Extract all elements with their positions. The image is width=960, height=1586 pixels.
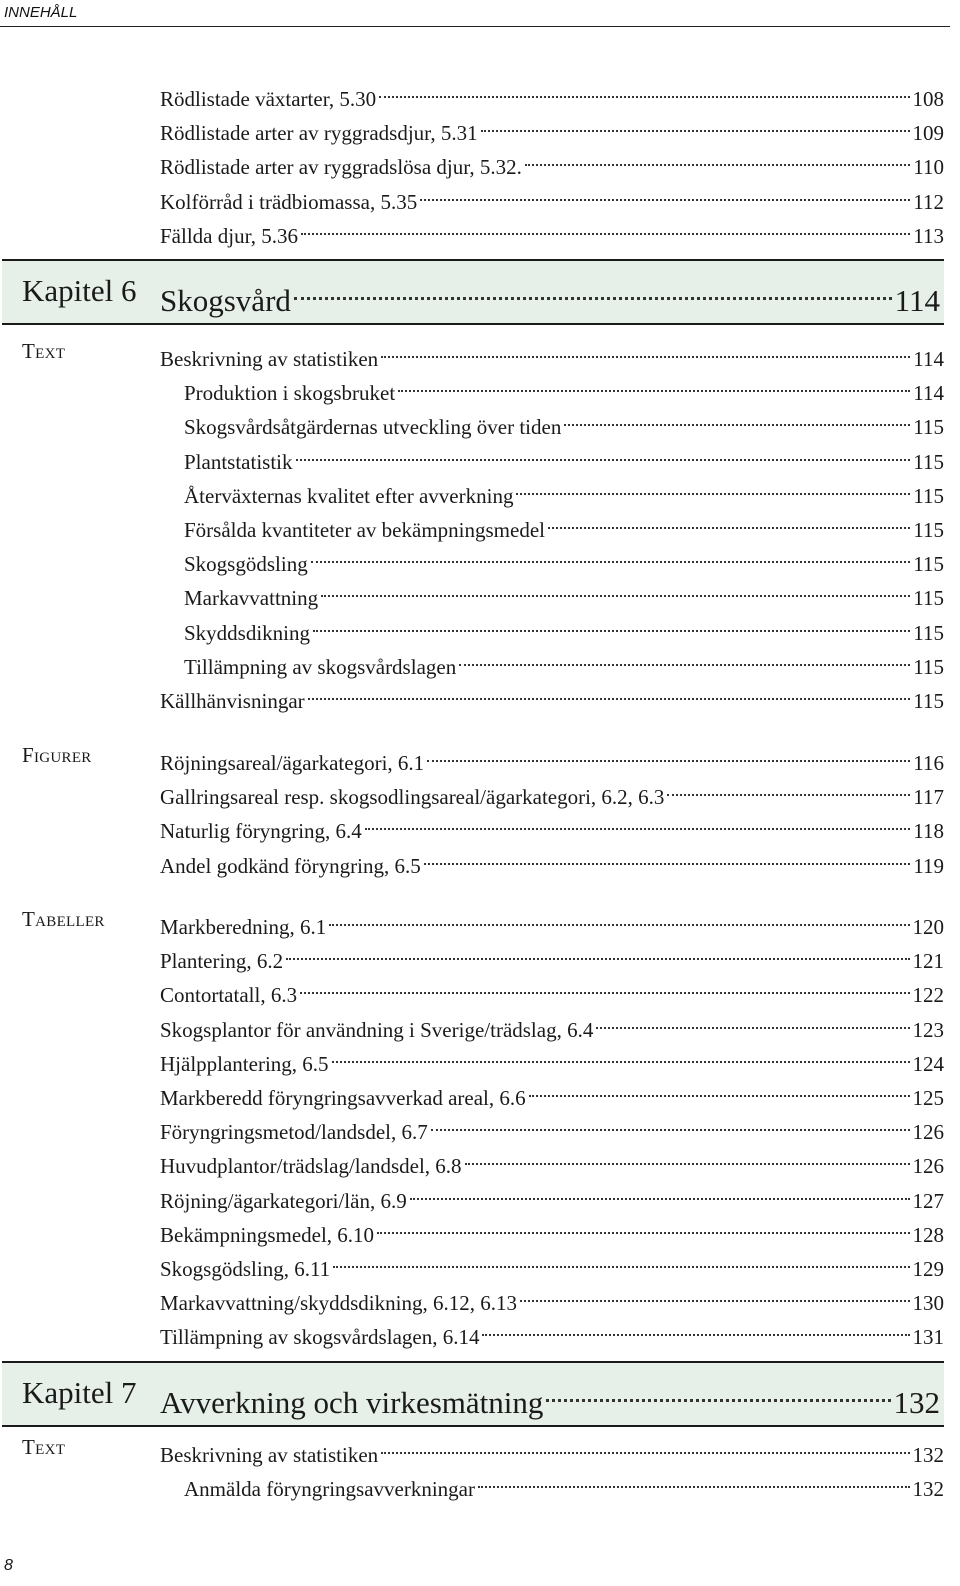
entry-title: Rödlistade växtarter, 5.30: [160, 87, 377, 111]
entry-title: Försålda kvantiteter av bekämpningsmedel: [184, 518, 545, 542]
toc-entry: [184, 541, 944, 577]
dot-leader: [296, 439, 911, 469]
dot-leader: [313, 610, 910, 640]
entry-page-number: 126: [912, 1154, 944, 1179]
section-label-figures: Figurer: [22, 743, 92, 767]
toc-entry: [160, 1178, 944, 1213]
toc-entry: [160, 843, 944, 878]
entry-page-number: 115: [913, 586, 944, 611]
entry-page-number: 115: [913, 415, 944, 440]
entry-page-number: 123: [912, 1017, 944, 1042]
entry-title: Kolförråd i trädbiomassa, 5.35: [160, 189, 418, 214]
toc-entry: [160, 808, 944, 844]
entry-page-number: 130: [912, 1291, 944, 1316]
entry-page-number: 114: [913, 381, 944, 406]
dot-leader: [301, 213, 910, 243]
dot-leader: [294, 271, 892, 311]
entry-page-number: 132: [912, 1443, 944, 1467]
toc-entry: [160, 1246, 944, 1281]
entry-title: Markavvattning/skyddsdikning, 6.12, 6.13: [160, 1291, 517, 1316]
entry-page-number: 129: [912, 1257, 944, 1281]
entry-title: Fällda djur, 5.36: [160, 223, 298, 248]
entry-title: Gallringsareal resp. skogsodlingsareal/ägarkategori, 6.2, 6.3: [160, 785, 665, 810]
chapter-page-number: 132: [893, 1385, 940, 1420]
entry-title: Huvudplantor/trädslag/landsdel, 6.8: [160, 1154, 462, 1179]
dot-leader: [365, 808, 910, 838]
entry-title: Återväxternas kvalitet efter avverkning: [184, 483, 514, 508]
entry-title: Källhänvisningar: [160, 689, 305, 713]
entry-page-number: 132: [912, 1477, 944, 1502]
entry-title: Tillämpning av skogsvårdslagen: [184, 654, 457, 679]
toc-entry: [160, 1212, 944, 1247]
toc-entry: [184, 507, 944, 542]
toc-entry: [160, 179, 944, 214]
entry-title: Tillämpning av skogsvårdslagen, 6.14: [160, 1325, 480, 1350]
entry-title: Röjning/ägarkategori/län, 6.9: [160, 1188, 407, 1213]
entry-title: Skogsplantor för användning i Sverige/trädslag, 6.4: [160, 1017, 594, 1042]
entry-title: Beskrivning av statistiken: [160, 347, 379, 371]
entry-title: Röjningsareal/ägarkategori, 6.1: [160, 751, 425, 775]
toc-entry: [160, 678, 944, 713]
entry-page-number: 115: [913, 654, 944, 679]
page-number: 8: [4, 1557, 13, 1574]
dot-leader: [667, 774, 910, 804]
entry-page-number: 115: [913, 552, 944, 577]
entry-title: Markberedd föryngringsavverkad areal, 6.6: [160, 1086, 526, 1110]
dot-leader: [481, 110, 910, 140]
dot-leader: [564, 404, 910, 434]
dot-leader: [377, 1212, 909, 1242]
entry-page-number: 115: [913, 518, 944, 542]
entry-title: Skyddsdikning: [184, 620, 311, 645]
toc-entry: [160, 774, 944, 810]
toc-entry: [160, 972, 944, 1008]
entry-page-number: 115: [913, 449, 944, 474]
dot-leader: [410, 1178, 910, 1208]
chapter-page-number: 114: [894, 283, 940, 318]
dot-leader: [546, 1373, 890, 1413]
toc-entry: [184, 473, 944, 508]
dot-leader: [596, 1007, 909, 1037]
entry-page-number: 115: [913, 620, 944, 645]
entry-page-number: 116: [913, 751, 944, 775]
toc-entry: [160, 1075, 944, 1110]
toc-entry: [184, 439, 944, 474]
entry-title: Rödlistade arter av ryggradslösa djur, 5.32.: [160, 155, 522, 180]
entry-title: Produktion i skogsbruket: [184, 381, 396, 406]
dot-leader: [333, 1246, 909, 1276]
dot-leader: [520, 1280, 910, 1310]
entry-title: Skogsgödsling, 6.11: [160, 1257, 331, 1281]
toc-entry: [184, 370, 944, 406]
dot-leader: [311, 541, 911, 571]
chapter-label: Kapitel 6: [22, 273, 137, 308]
entry-page-number: 120: [912, 915, 944, 939]
dot-leader: [381, 336, 910, 366]
toc-entry: [160, 938, 944, 974]
dot-leader: [516, 473, 910, 503]
entry-page-number: 114: [913, 347, 944, 371]
entry-title: Föryngringsmetod/landsdel, 6.7: [160, 1120, 428, 1145]
toc-entry: [184, 644, 944, 679]
section-label-text: Text: [22, 1435, 66, 1459]
dot-leader: [424, 843, 911, 873]
dot-leader: [482, 1314, 909, 1344]
toc-entry: [160, 1314, 944, 1350]
entry-title: Markavvattning: [184, 586, 319, 611]
entry-title: Bekämpningsmedel, 6.10: [160, 1222, 375, 1247]
dot-leader: [286, 938, 909, 968]
dot-leader: [321, 575, 910, 605]
toc-entry: [160, 904, 944, 939]
dot-leader: [427, 740, 910, 770]
dot-leader: [300, 972, 909, 1002]
entry-title: Skogsvårdsåtgärdernas utveckling över tiden: [184, 415, 562, 440]
toc-entry: [160, 336, 944, 371]
section-label-text: Text: [22, 339, 66, 363]
dot-leader: [420, 179, 910, 209]
entry-page-number: 121: [912, 949, 944, 974]
toc-entry: [160, 1280, 944, 1316]
entry-page-number: 115: [913, 483, 944, 508]
entry-title: Markberedning, 6.1: [160, 915, 327, 939]
entry-title: Plantering, 6.2: [160, 949, 284, 974]
chapter-heading: [160, 1373, 940, 1420]
entry-title: Skogsgödsling: [184, 552, 308, 577]
entry-page-number: 126: [912, 1120, 944, 1145]
entry-page-number: 113: [913, 223, 944, 248]
toc-entry: [184, 575, 944, 611]
entry-page-number: 119: [913, 853, 944, 878]
entry-page-number: 110: [913, 155, 944, 180]
chapter-title: Avverkning och virkesmätning: [160, 1385, 544, 1420]
toc-entry: [184, 610, 944, 645]
entry-page-number: 127: [912, 1188, 944, 1213]
toc-entry: [160, 144, 944, 180]
toc-entry: [184, 1466, 944, 1502]
entry-title: Naturlig föryngring, 6.4: [160, 819, 362, 844]
dot-leader: [478, 1466, 910, 1496]
chapter-heading: [160, 271, 940, 318]
toc-entry: [160, 1041, 944, 1076]
entry-page-number: 115: [913, 689, 944, 713]
chapter-title: Skogsvård: [160, 283, 291, 318]
dot-leader: [431, 1109, 910, 1139]
entry-page-number: 124: [912, 1051, 944, 1076]
entry-page-number: 122: [912, 983, 944, 1008]
dot-leader: [381, 1432, 909, 1462]
entry-page-number: 125: [912, 1086, 944, 1110]
dot-leader: [398, 370, 910, 400]
entry-title: Anmälda föryngringsavverkningar: [184, 1477, 475, 1502]
entry-title: Contortatall, 6.3: [160, 983, 298, 1008]
dot-leader: [459, 644, 910, 674]
toc-entry: [160, 1432, 944, 1467]
entry-title: Plantstatistik: [184, 449, 293, 474]
toc-entry: [160, 1007, 944, 1042]
running-header: INNEHÅLL: [4, 4, 78, 21]
dot-leader: [332, 1041, 910, 1071]
toc-entry: [160, 1143, 944, 1179]
dot-leader: [525, 144, 910, 174]
dot-leader: [379, 76, 909, 106]
toc-entry: [160, 213, 944, 248]
dot-leader: [465, 1143, 910, 1173]
dot-leader: [529, 1075, 910, 1105]
entry-page-number: 109: [912, 121, 944, 146]
toc-entry: [160, 1109, 944, 1145]
entry-title: Andel godkänd föryngring, 6.5: [160, 853, 421, 878]
toc-entry: [160, 740, 944, 775]
entry-page-number: 131: [912, 1325, 944, 1350]
entry-page-number: 112: [913, 189, 944, 214]
entry-page-number: 128: [912, 1222, 944, 1247]
chapter-label: Kapitel 7: [22, 1375, 137, 1410]
toc-entry: [184, 404, 944, 440]
toc-entry: [160, 110, 944, 146]
section-label-tables: Tabeller: [22, 907, 105, 931]
entry-title: Beskrivning av statistiken: [160, 1443, 379, 1467]
entry-page-number: 118: [913, 819, 944, 844]
toc-entry: [160, 76, 944, 111]
entry-page-number: 117: [913, 785, 944, 810]
dot-leader: [308, 678, 911, 708]
entry-title: Rödlistade arter av ryggradsdjur, 5.31: [160, 121, 478, 146]
dot-leader: [548, 507, 910, 537]
entry-page-number: 108: [912, 87, 944, 111]
dot-leader: [329, 904, 909, 934]
entry-title: Hjälpplantering, 6.5: [160, 1051, 329, 1076]
